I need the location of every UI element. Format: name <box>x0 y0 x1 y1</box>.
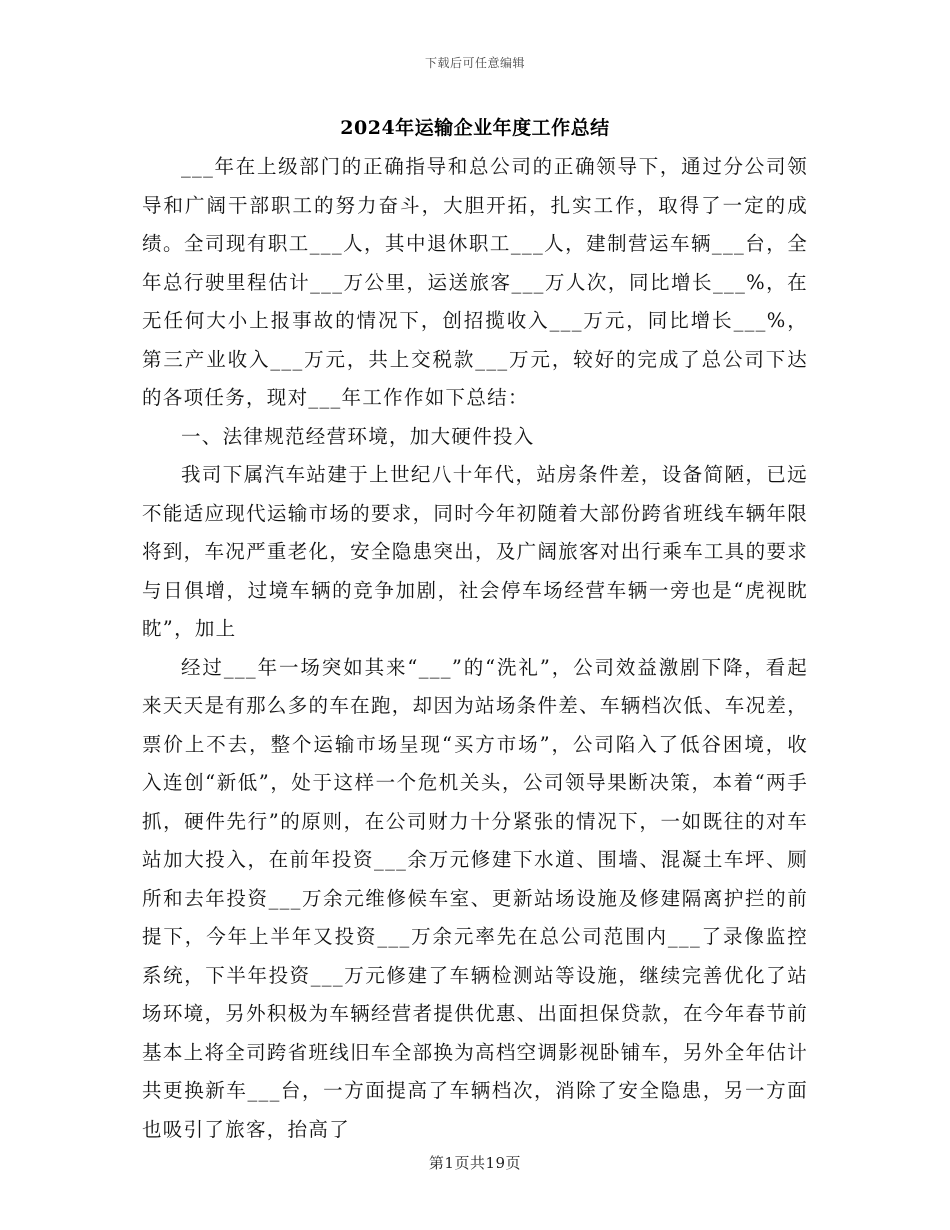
paragraph-station-background: 我司下属汽车站建于上世纪八十年代，站房条件差，设备简陋，已远不能适应现代运输市场的要求，同时今年初随着大部份跨省班线车辆年限将到，车况严重老化，安全隐患突出，及广阔旅客对出行乘车工具的要求与日俱增，过境车辆的竞争加剧，社会停车场经营车辆一旁也是“虎视眈眈”，加上 <box>142 463 808 640</box>
header-note: 下载后可任意编辑 <box>424 56 525 70</box>
page-number: 第1页共19页 <box>428 1154 522 1172</box>
document-body <box>142 148 808 1149</box>
paragraph-intro: ___年在上级部门的正确指导和总公司的正确领导下，通过分公司领导和广阔干部职工的努力奋斗，大胆开拓，扎实工作，取得了一定的成绩。全司现有职工___人，其中退休职工___人，建制营运车辆___台，全年总行驶里程估计___万公里，运送旅客___万人次，同比增长___%，在无任何大小上报事故的情况下，创招揽收入___万元，同比增长___%，第三产业收入___万元，共上交税款___万元，较好的完成了总公司下达的各项任务，现对___年工作作如下总结： <box>142 155 808 409</box>
section-heading-1: 一、法律规范经营环境，加大硬件投入 <box>181 424 535 448</box>
paragraph-investment: 经过___年一场突如其来“___”的“洗礼”，公司效益激剧下降，看起来天天是有那么多的车在跑，却因为站场条件差、车辆档次低、车况差，票价上不去，整个运输市场呈现“买方市场”，公司陷入了低谷困境，收入连创“新低”，处于这样一个危机关头，公司领导果断决策，本着“两手抓，硬件先行”的原则，在公司财力十分紧张的情况下，一如既往的对车站加大投入，在前年投资___余万元修建下水道、围墙、混凝土车坪、厕所和去年投资___万余元维修候车室、更新站场设施及修建隔离护拦的前提下，今年上半年又投资___万余元率先在总公司范围内___了录像监控系统，下半年投资___万元修建了车辆检测站等设施，继续完善优化了站场环境，另外积极为车辆经营者提供优惠、出面担保贷款，在今年春节前基本上将全司跨省班线旧车全部换为高档空调影视卧铺车，另外全年估计共更换新车___台，一方面提高了车辆档次，消除了安全隐患，另一方面也吸引了旅客，抬高了 <box>142 655 808 1141</box>
document-title: 2024年运输企业年度工作总结 <box>340 117 610 139</box>
